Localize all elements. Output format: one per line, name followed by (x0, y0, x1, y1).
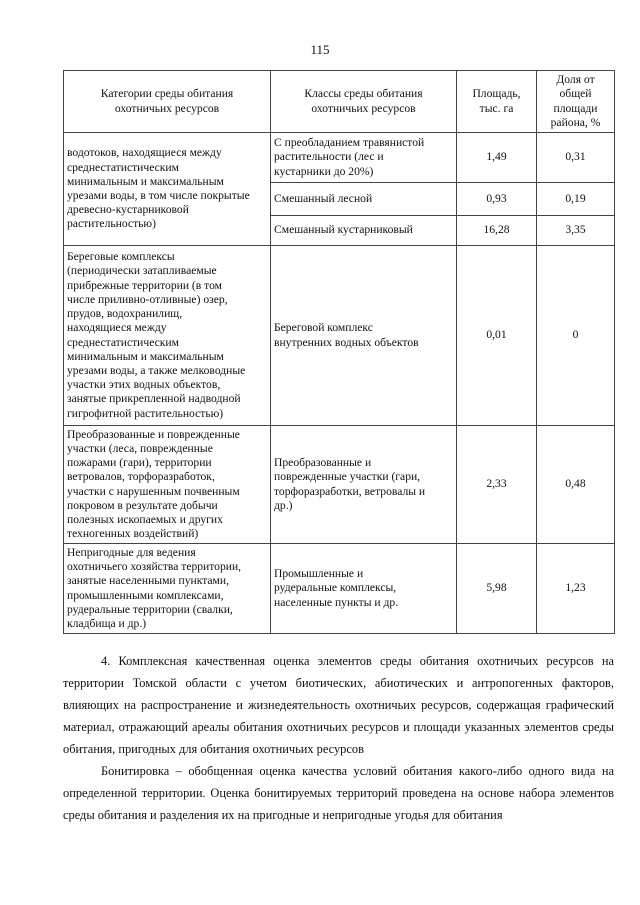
class-cell: Смешанный кустарниковый (271, 216, 457, 246)
table-row (64, 544, 615, 634)
header-area: Площадь, тыс. га (457, 71, 537, 133)
area-cell: 1,49 (457, 133, 537, 183)
category-cell: водотоков, находящиеся между среднестатистическим минимальным и максимальным урезами воды, в том числе покрытые древесно-кустарниковой растительностью) (64, 133, 271, 246)
category-cell: Непригодные для ведения охотничьего хозяйства территории, занятые населенными пунктами, промышленными комплексами, рудеральные территории (свалки, кладбища и др.) (64, 544, 271, 634)
area-cell: 0,93 (457, 183, 537, 216)
table-row (64, 133, 615, 183)
area-cell: 2,33 (457, 426, 537, 544)
share-cell: 0,19 (537, 183, 615, 216)
class-cell: С преобладанием травянистой растительности (лес и кустарники до 20%) (271, 133, 457, 183)
class-cell: Смешанный лесной (271, 183, 457, 216)
paragraph-section-4: 4. Комплексная качественная оценка элементов среды обитания охотничьих ресурсов на территории Томской области с учетом биотических, абиотических и антропогенных факторов, влияющих на распространение и жизнедеятельность охотничьих ресурсов, содержащая графический материал, отражающий ареалы обитания охотничьих ресурсов и площади указанных элементов среды обитания, пригодных для обитания охотничьих ресурсов (63, 654, 614, 756)
class-cell: Преобразованные и поврежденные участки (гари, торфоразработки, ветровалы и др.) (271, 426, 457, 544)
habitat-table (63, 70, 615, 634)
category-cell: Преобразованные и поврежденные участки (леса, поврежденные пожарами (гари), территории ветровалов, торфоразработок, участки с нарушенным почвенным покровом в результате добычи полезных ископаемых и других техногенных воздействий) (64, 426, 271, 544)
area-cell: 5,98 (457, 544, 537, 634)
share-cell: 3,35 (537, 216, 615, 246)
header-category: Категории среды обитания охотничьих ресурсов (64, 71, 271, 133)
area-cell: 16,28 (457, 216, 537, 246)
share-cell: 0,48 (537, 426, 615, 544)
class-cell: Береговой комплекс внутренних водных объектов (271, 246, 457, 426)
header-class: Классы среды обитания охотничьих ресурсов (271, 71, 457, 133)
table-row (64, 426, 615, 544)
share-cell: 1,23 (537, 544, 615, 634)
share-cell: 0,31 (537, 133, 615, 183)
area-cell: 0,01 (457, 246, 537, 426)
share-cell: 0 (537, 246, 615, 426)
page-number: 115 (310, 42, 330, 57)
class-cell: Промышленные и рудеральные комплексы, населенные пункты и др. (271, 544, 457, 634)
table-header-row (64, 71, 615, 133)
header-share: Доля от общей площади района, % (537, 71, 615, 133)
table-row (64, 246, 615, 426)
category-cell: Береговые комплексы (периодически затапливаемые прибрежные территории (в том числе приливно-отливные) озер, прудов, водохранилищ, находящиеся между среднестатистическим минимальным и максимальным урезами воды, а также мелководные участки этих водных объектов, занятые прикрепленной надводной гигрофитной растительностью) (64, 246, 271, 426)
paragraph-bonitation: Бонитировка – обобщенная оценка качества условий обитания какого-либо одного вида на определенной территории. Оценка бонитируемых территорий проведена на основе набора элементов среды обитания и разделения их на пригодные и непригодные угодья для обитания (63, 764, 614, 822)
